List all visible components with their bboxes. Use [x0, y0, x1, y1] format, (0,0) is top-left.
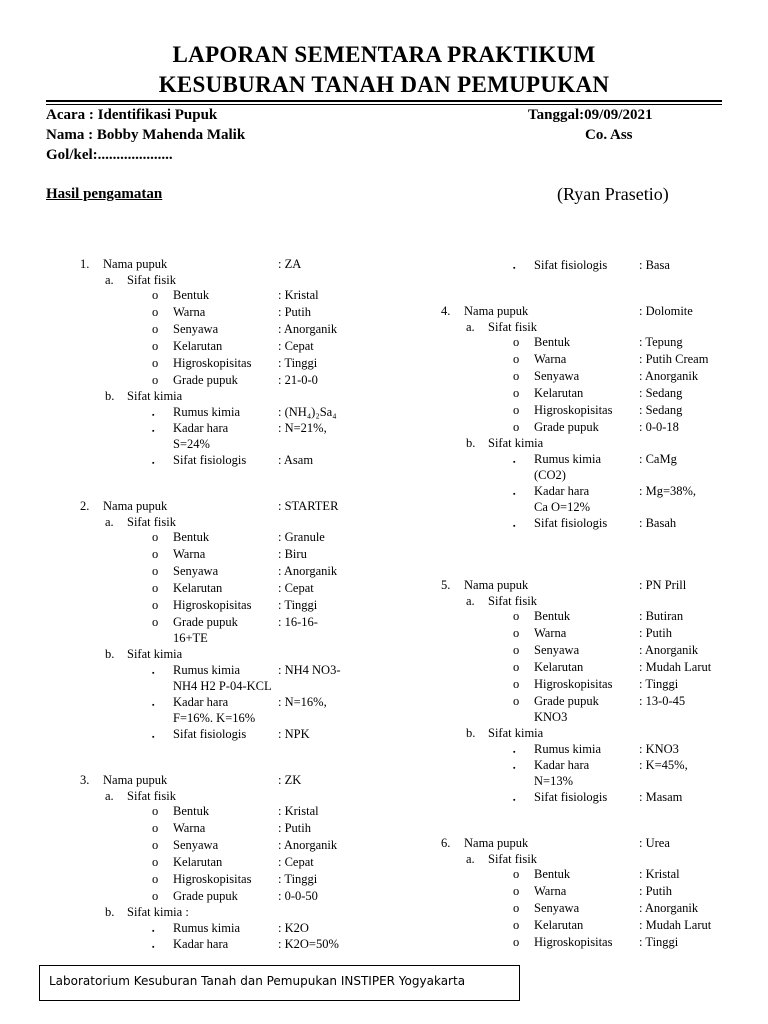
sub-b-marker: b. — [466, 436, 476, 450]
senyawa-value: : Anorganik — [639, 901, 699, 915]
sub-a-marker: a. — [466, 852, 475, 866]
sub-b-marker: b. — [105, 647, 115, 661]
grade-pupuk-value-cont: KNO3 — [534, 710, 568, 724]
senyawa-value: : Anorganik — [639, 369, 699, 383]
higroskopisitas-label: o Higroskopisitas — [173, 597, 251, 614]
sifat-fisiologis-value: : Asam — [278, 453, 314, 467]
warna-value: : Putih — [639, 884, 672, 898]
grade-pupuk-label: o Grade pupuk — [534, 693, 599, 710]
senyawa-value: : Anorganik — [278, 838, 338, 852]
kadar-hara-value-cont: N=13% — [534, 774, 573, 788]
kelarutan-value: : Sedang — [639, 386, 683, 400]
kelarutan-value: : Cepat — [278, 339, 314, 353]
item-number: 6. — [441, 836, 451, 850]
rumus-kimia-label: ▪ Rumus kimia — [534, 741, 601, 758]
rumus-kimia-value-cont: (CO2) — [534, 468, 566, 482]
higroskopisitas-label: o Higroskopisitas — [534, 402, 612, 419]
sub-b-marker: b. — [105, 389, 115, 403]
rumus-kimia-label: ▪ Rumus kimia — [173, 662, 240, 679]
gol-kel-field: Gol/kel:.................... — [46, 147, 173, 163]
kelarutan-value: : Mudah Larut — [639, 918, 712, 932]
nama-pupuk-value: : ZK — [278, 773, 302, 787]
sifat-kimia-label: Sifat kimia : — [127, 905, 189, 919]
higroskopisitas-value: : Tinggi — [639, 677, 679, 691]
tanggal-field: Tanggal:09/09/2021 — [528, 107, 653, 123]
item-number: 2. — [80, 499, 90, 513]
higroskopisitas-label: o Higroskopisitas — [534, 934, 612, 951]
senyawa-label: o Senyawa — [534, 642, 579, 659]
kadar-hara-value: : N=16%, — [278, 695, 327, 709]
sifat-fisik-label: Sifat fisik — [488, 594, 537, 608]
kadar-hara-value: : N=21%, — [278, 421, 327, 435]
kelarutan-value: : Mudah Larut — [639, 660, 712, 674]
sifat-fisik-label: Sifat fisik — [127, 515, 176, 529]
bentuk-value: : Kristal — [278, 288, 319, 302]
footer-box — [39, 965, 520, 1001]
higroskopisitas-value: : Tinggi — [278, 598, 318, 612]
sifat-fisik-label: Sifat fisik — [488, 320, 537, 334]
bentuk-label: o Bentuk — [534, 608, 570, 625]
sub-b-marker: b. — [466, 726, 476, 740]
sifat-fisiologis-label: ▪ Sifat fisiologis — [534, 789, 607, 806]
senyawa-label: o Senyawa — [173, 321, 218, 338]
rumus-kimia-value-cont: NH4 H2 P-04-KCL — [173, 679, 272, 693]
senyawa-value: : Anorganik — [278, 564, 338, 578]
sifat-fisiologis-value: : NPK — [278, 727, 310, 741]
report-title-line-2: KESUBURAN TANAH DAN PEMUPUKAN — [158, 72, 610, 97]
item-number: 5. — [441, 578, 451, 592]
kadar-hara-label: ▪ Kadar hara — [534, 757, 589, 774]
kelarutan-value: : Cepat — [278, 855, 314, 869]
warna-label: o Warna — [534, 351, 566, 368]
report-title-line-1: LAPORAN SEMENTARA PRAKTIKUM — [172, 42, 596, 67]
kelarutan-label: o Kelarutan — [173, 580, 222, 597]
kadar-hara-value: : K2O=50% — [278, 937, 339, 951]
sifat-kimia-label: Sifat kimia — [488, 726, 544, 740]
sub-a-marker: a. — [105, 273, 114, 287]
rumus-kimia-value: : KNO3 — [639, 742, 679, 756]
nama-pupuk-value: : ZA — [278, 257, 302, 271]
warna-label: o Warna — [173, 304, 205, 321]
kadar-hara-label: ▪ Kadar hara — [173, 694, 228, 711]
kadar-hara-value-cont: F=16%. K=16% — [173, 711, 256, 725]
co-ass-name: (Ryan Prasetio) — [557, 184, 669, 204]
kelarutan-label: o Kelarutan — [534, 385, 583, 402]
nama-pupuk-value: : Dolomite — [639, 304, 693, 318]
sifat-fisik-label: Sifat fisik — [488, 852, 537, 866]
sifat-kimia-label: Sifat kimia — [127, 647, 183, 661]
nama-pupuk-value: : STARTER — [278, 499, 339, 513]
warna-value: : Putih — [278, 305, 311, 319]
nama-pupuk-label: Nama pupuk — [103, 773, 168, 787]
item-number: 3. — [80, 773, 90, 787]
sifat-fisiologis-value: : Basa — [639, 258, 670, 272]
warna-label: o Warna — [173, 820, 205, 837]
sifat-kimia-label: Sifat kimia — [488, 436, 544, 450]
bentuk-value: : Granule — [278, 530, 325, 544]
higroskopisitas-label: o Higroskopisitas — [534, 676, 612, 693]
kadar-hara-value-cont: S=24% — [173, 437, 210, 451]
bentuk-label: o Bentuk — [173, 287, 209, 304]
kelarutan-label: o Kelarutan — [173, 854, 222, 871]
senyawa-label: o Senyawa — [534, 368, 579, 385]
warna-value: : Putih — [639, 626, 672, 640]
bentuk-value: : Butiran — [639, 609, 684, 623]
sifat-kimia-label: Sifat kimia — [127, 389, 183, 403]
sifat-fisiologis-value: : Masam — [639, 790, 683, 804]
sub-a-marker: a. — [105, 789, 114, 803]
warna-value: : Biru — [278, 547, 307, 561]
nama-pupuk-label: Nama pupuk — [103, 499, 168, 513]
sub-a-marker: a. — [466, 594, 475, 608]
higroskopisitas-value: : Tinggi — [278, 356, 318, 370]
co-ass-label: Co. Ass — [585, 127, 633, 143]
bentuk-value: : Kristal — [278, 804, 319, 818]
nama-pupuk-label: Nama pupuk — [464, 836, 529, 850]
grade-pupuk-value: : 13-0-45 — [639, 694, 686, 708]
sifat-fisiologis-label: ▪ Sifat fisiologis — [534, 257, 607, 274]
section-title-hasil-pengamatan: Hasil pengamatan — [46, 186, 163, 202]
higroskopisitas-label: o Higroskopisitas — [173, 871, 251, 888]
grade-pupuk-value: : 21-0-0 — [278, 373, 318, 387]
nama-field: Nama : Bobby Mahenda Malik — [46, 127, 246, 143]
higroskopisitas-label: o Higroskopisitas — [173, 355, 251, 372]
grade-pupuk-label: o Grade pupuk — [173, 372, 238, 389]
rumus-kimia-value: : NH4 NO3- — [278, 663, 341, 677]
senyawa-value: : Anorganik — [639, 643, 699, 657]
senyawa-value: : Anorganik — [278, 322, 338, 336]
item-number: 4. — [441, 304, 451, 318]
higroskopisitas-value: : Tinggi — [278, 872, 318, 886]
kadar-hara-label: ▪ Kadar hara — [534, 483, 589, 500]
nama-pupuk-value: : Urea — [639, 836, 670, 850]
sub-a-marker: a. — [466, 320, 475, 334]
sifat-fisiologis-label: ▪ Sifat fisiologis — [534, 515, 607, 532]
sifat-fisik-label: Sifat fisik — [127, 273, 176, 287]
warna-label: o Warna — [534, 883, 566, 900]
nama-pupuk-label: Nama pupuk — [103, 257, 168, 271]
grade-pupuk-value-cont: 16+TE — [173, 631, 208, 645]
rumus-kimia-label: ▪ Rumus kimia — [173, 404, 240, 421]
grade-pupuk-label: o Grade pupuk — [534, 419, 599, 436]
senyawa-label: o Senyawa — [534, 900, 579, 917]
kadar-hara-value: : Mg=38%, — [639, 484, 697, 498]
item-number: 1. — [80, 257, 90, 271]
acara-field: Acara : Identifikasi Pupuk — [46, 107, 218, 123]
warna-value: : Putih Cream — [639, 352, 709, 366]
sub-a-marker: a. — [105, 515, 114, 529]
senyawa-label: o Senyawa — [173, 837, 218, 854]
kadar-hara-value: : K=45%, — [639, 758, 688, 772]
sub-b-marker: b. — [105, 905, 115, 919]
sifat-fisik-label: Sifat fisik — [127, 789, 176, 803]
sifat-fisiologis-label: ▪ Sifat fisiologis — [173, 726, 246, 743]
grade-pupuk-value: : 16-16- — [278, 615, 318, 629]
nama-pupuk-label: Nama pupuk — [464, 304, 529, 318]
higroskopisitas-value: : Sedang — [639, 403, 683, 417]
nama-pupuk-value: : PN Prill — [639, 578, 687, 592]
kadar-hara-value-cont: Ca O=12% — [534, 500, 590, 514]
nama-pupuk-label: Nama pupuk — [464, 578, 529, 592]
kelarutan-label: o Kelarutan — [534, 659, 583, 676]
rumus-kimia-value: : K2O — [278, 921, 309, 935]
grade-pupuk-label: o Grade pupuk — [173, 614, 238, 631]
bentuk-label: o Bentuk — [534, 334, 570, 351]
rumus-kimia-value: : CaMg — [639, 452, 677, 466]
bentuk-value: : Kristal — [639, 867, 680, 881]
bentuk-label: o Bentuk — [173, 529, 209, 546]
kadar-hara-label: ▪ Kadar hara — [173, 420, 228, 437]
grade-pupuk-value: : 0-0-50 — [278, 889, 318, 903]
warna-label: o Warna — [173, 546, 205, 563]
bentuk-value: : Tepung — [639, 335, 683, 349]
kelarutan-value: : Cepat — [278, 581, 314, 595]
rumus-kimia-label: ▪ Rumus kimia — [173, 920, 240, 937]
footer-text: Laboratorium Kesuburan Tanah dan Pemupukan INSTIPER Yogyakarta — [49, 974, 466, 988]
kelarutan-label: o Kelarutan — [534, 917, 583, 934]
senyawa-label: o Senyawa — [173, 563, 218, 580]
kadar-hara-label: ▪ Kadar hara — [173, 936, 228, 953]
rumus-kimia-value: : (NH₄)₂Sa₄ — [278, 405, 337, 419]
kelarutan-label: o Kelarutan — [173, 338, 222, 355]
sifat-fisiologis-value: : Basah — [639, 516, 677, 530]
warna-label: o Warna — [534, 625, 566, 642]
bentuk-label: o Bentuk — [534, 866, 570, 883]
rumus-kimia-label: ▪ Rumus kimia — [534, 451, 601, 468]
sifat-fisiologis-label: ▪ Sifat fisiologis — [173, 452, 246, 469]
bentuk-label: o Bentuk — [173, 803, 209, 820]
grade-pupuk-value: : 0-0-18 — [639, 420, 679, 434]
warna-value: : Putih — [278, 821, 311, 835]
grade-pupuk-label: o Grade pupuk — [173, 888, 238, 905]
higroskopisitas-value: : Tinggi — [639, 935, 679, 949]
